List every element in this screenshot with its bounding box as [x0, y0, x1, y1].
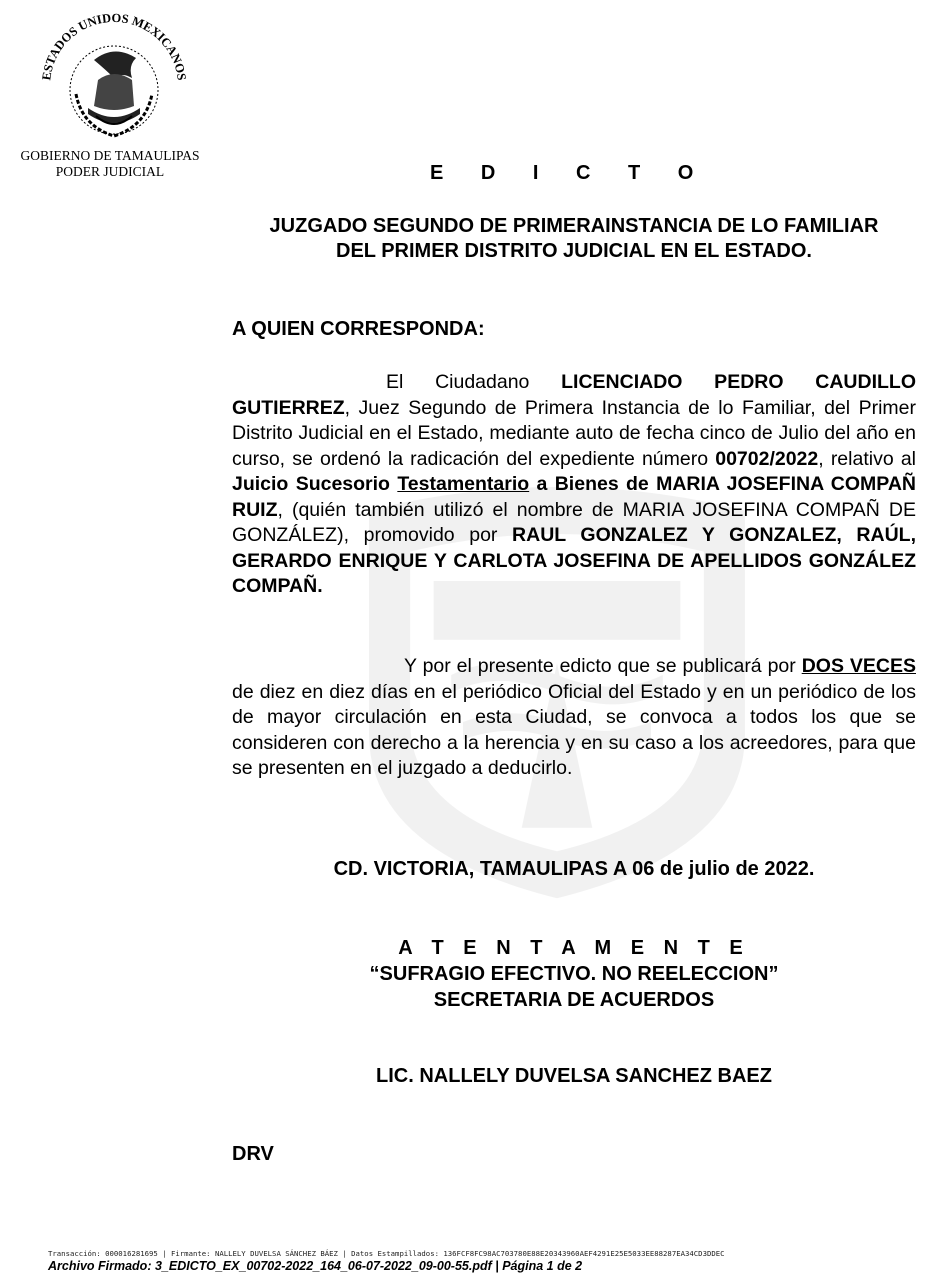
- closing-block: [232, 935, 916, 1013]
- case-number: 00702/2022: [715, 447, 819, 470]
- dateline: CD. VICTORIA, TAMAULIPAS A 06 de julio de 2022.: [333, 858, 815, 880]
- p2-text-1: Y por el presente edicto que se publicará por: [404, 655, 802, 677]
- secretary-role: SECRETARIA DE ACUERDOS: [433, 989, 715, 1011]
- juicio-label: Juicio Sucesorio: [232, 473, 398, 495]
- deceased-name: a Bienes de MARIA JOSEFINA COMPAÑ RUIZ: [232, 473, 916, 521]
- transaction-footer: Transacción: 000016281695 | Firmante: NALLELY DUVELSA SÁNCHEZ BÁEZ | Datos Estampillados: 136FCF8FC98AC703780E88E20343960AEF4291E25E5033EE88287EA34CD3DDEC: [48, 1249, 725, 1258]
- p1-text-3: , relativo al: [818, 447, 917, 470]
- court-line-1: JUZGADO SEGUNDO DE PRIMERAINSTANCIA DE LO FAMILIAR: [269, 215, 879, 237]
- promoventes: RAUL GONZALEZ Y GONZALEZ, RAÚL, GERARDO ENRIQUE Y CARLOTA JOSEFINA DE APELLIDOS GONZÁLEZ COMPAÑ.: [232, 524, 916, 597]
- judicial-branch: PODER JUDICIAL: [55, 164, 165, 179]
- p1-text-4: , (quién también utilizó el nombre de MARIA JOSEFINA COMPAÑ DE GONZÁLEZ), promovido por: [232, 498, 916, 546]
- signer-name: LIC. NALLELY DUVELSA SANCHEZ BAEZ: [376, 1065, 772, 1087]
- court-name: [232, 214, 916, 264]
- p1-text-2: , Juez Segundo de Primera Instancia de lo Familiar, del Primer Distrito Judicial en el Estado, mediante auto de fecha cinco de Julio del año en curso, se ordenó la radicación del expediente número: [232, 396, 916, 470]
- court-line-2: DEL PRIMER DISTRITO JUDICIAL EN EL ESTADO.: [336, 240, 812, 262]
- judge-name: LICENCIADO PEDRO CAUDILLO GUTIERREZ: [232, 371, 916, 419]
- testamentario-label: Testamentario: [397, 473, 530, 495]
- paragraph-1: [232, 370, 916, 600]
- document-title: E D I C T O: [430, 162, 710, 184]
- motto: “SUFRAGIO EFECTIVO. NO REELECCION”: [369, 963, 779, 985]
- seal-ring-text: ESTADOS UNIDOS MEXICANOS: [39, 10, 189, 82]
- dos-veces: DOS VECES: [801, 655, 916, 677]
- paragraph-2: [232, 654, 916, 782]
- signed-file-footer: Archivo Firmado: 3_EDICTO_EX_00702-2022_164_06-07-2022_09-00-55.pdf | Página 1 de 2: [48, 1259, 583, 1273]
- atentamente: A T E N T A M E N T E: [398, 937, 750, 959]
- government-name: GOBIERNO DE TAMAULIPAS: [20, 148, 200, 163]
- addressee: A QUIEN CORRESPONDA:: [232, 318, 485, 340]
- initials: DRV: [232, 1143, 274, 1165]
- coat-of-arms-seal-icon: [36, 8, 192, 146]
- p1-text-1: El Ciudadano: [386, 371, 562, 393]
- government-header: [10, 148, 210, 180]
- p2-text-2: de diez en diez días en el periódico Oficial del Estado y en un periódico de los de mayor circulación en esta Ciudad, se convoca a todos los que se consideren con derecho a la herencia y en su caso a los acreedores, para que se presenten en el juzgado a deducirlo.: [232, 680, 916, 779]
